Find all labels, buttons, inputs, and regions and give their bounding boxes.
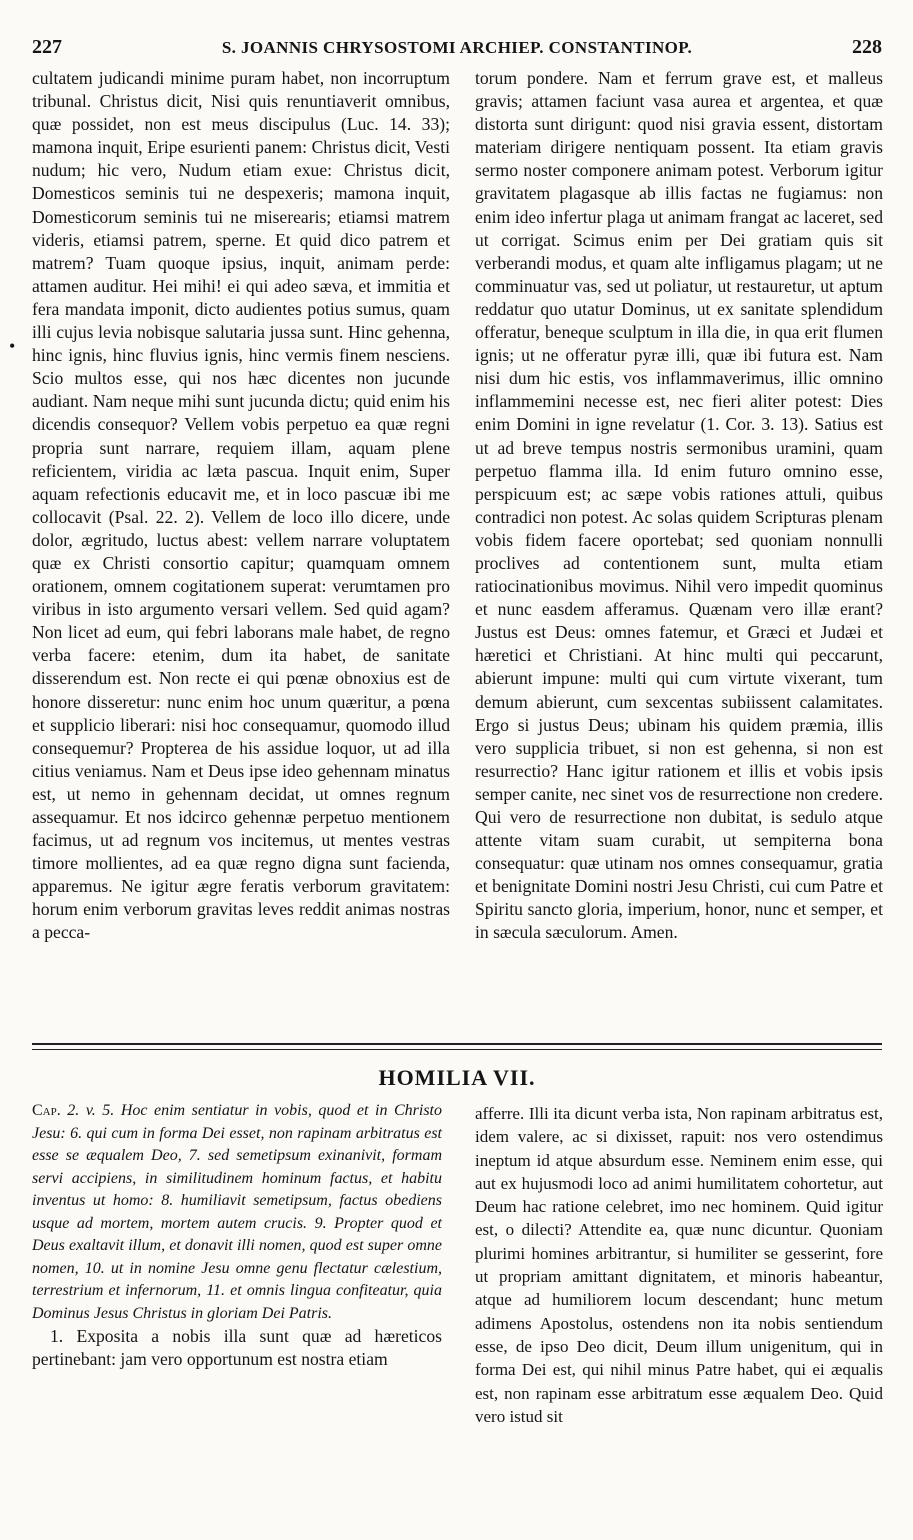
- homily-title: HOMILIA VII.: [378, 1065, 536, 1090]
- margin-mark: •: [9, 336, 16, 356]
- section-divider-thick: [32, 1043, 882, 1045]
- scripture-passage: [32, 1100, 442, 1325]
- running-header: [32, 36, 882, 66]
- section-divider-thin: [32, 1049, 882, 1050]
- homily-opening-paragraph: 1. Exposita a nobis illa sunt quæ ad hæreticos pertinebant: jam vero opportunum est nostra etiam: [32, 1326, 442, 1370]
- page-number-left: 227: [32, 36, 62, 58]
- scripture-text: 2. v. 5. Hoc enim sentiatur in vobis, quod et in Christo Jesu: 6. qui cum in forma Dei esset, non rapinam arbitratus est esse se æqualem Deo, 7. sed semetipsum exinanivit, formam servi accipiens, in similitudinem hominum factus, et habitu inventus ut homo: 8. humiliavit semetipsum, factus obediens usque ad mortem, mortem autem crucis. 9. Propter quod et Deus exaltavit illum, et donavit illi nomen, quod est super omne nomen, 10. ut in nomine Jesu omne genu flectatur cælestium, terrestrium et infernorum, 11. et omnis lingua confiteatur, quia Dominus Jesus Christus in gloriam Dei Patris.: [32, 1102, 442, 1322]
- running-title: S. JOANNIS CHRYSOSTOMI ARCHIEP. CONSTANTINOP.: [221, 38, 693, 57]
- homily-right-column: afferre. Illi ita dicunt verba ista, Non rapinam arbitratus est, idem valere, ac si dixisset, rapuit: nos vero ostendimus ineptum id atque absurdum esse. Neminem enim esse, qui aut ex hujusmodi loco ad animi humilitatem cohortetur, aut Deum hac ratione celebret, imo nec hominem. Quid igitur est, o dilecti? Attendite ea, quæ nunc dicuntur. Quoniam plurimi homines arbitrantur, si humiliter se gesserint, fore ut propriam amittant dignitatem, et minoris habeantur, atque ad humiliorem locum descendant; hunc metum adimens Apostolus, ostendens non ita nobis sentiendum esse, de ipso Deo dicit, Deum illum unigenitum, qui in forma Dei est, qui nihil minus Patre habet, qui ei æqualis est, non rapinam esse arbitratum esse æqualem Deo. Quid vero istud sit: [475, 1104, 883, 1426]
- left-text-column: cultatem judicandi minime puram habet, non incorruptum tribunal. Christus dicit, Nisi quis renuntiaverit omnibus, quæ possidet, non est meus discipulus (Luc. 14. 33); mamona inquit, Eripe esurienti panem: Christus dicit, Vesti nudum; hic vero, Nudum etiam exue: Christus dicit, Domesticos seminis tui ne despexeris; mamona inquit, Domesticorum seminis tui ne miserearis; etiamsi matrem videris, etiamsi patrem, sperne. Et quid dico patrem et matrem? Tuam quoque ipsius, inquit, animam perde: attamen auditur. Hei mihi! ei qui adeo sæva, et immitia et fera mandata imponit, dicto audientes potius sumus, quam illi cujus levia nobisque salutaria jussa sunt. Hinc gehenna, hinc ignis, hinc fluvius ignis, hinc vermis finem nesciens. Scio multos esse, qui nos hæc dicentes non jucunde audiant. Nam neque mihi sunt jucunda dictu; quid enim his dicendis consequor? Vellem vobis perpetuo ea quæ regni propria sunt narrare, requiem illam, aquam plene reficientem, viridia ac læta pascua. Inquit enim, Super aquam refectionis educavit me, et in loco pascuæ ibi me collocavit (Psal. 22. 2). Vellem de loco illo dicere, unde dolor, ægritudo, luctus abest: vellem narrare voluptatem quæ ex Christi consortio capitur; quamquam omnem orationem, omnem cogitationem superat: verumtamen pro viribus in isto argumento versari vellem. Sed quid agam? Non licet ad eum, qui febri laborans male habet, de regno verba facere: etenim, dum ita habet, de sanitate disserendum est. Non recte ei qui pœnæ obnoxius est de honore disseretur: nunc enim hoc unum quæritur, a pœna et supplicio liberari: nisi hoc consequamur, quomodo illud consequemur? Propterea de his assidue loquor, ut ad illa citius veniamus. Nam et Deus ipse ideo gehennam minatus est, ut nemo in gehennam decidat, ut omnes regnum assequamur. Et nos idcirco gehennæ perpetuo mentionem facimus, ut ad regnum vos incitemus, ut mentes vestras timore mollientes, ad ea quæ regno digna sunt facienda, apparemus. Ne igitur ægre feratis verborum gravitatem: horum enim verborum gravitas leves reddit animas nostras a pecca-: [32, 68, 450, 943]
- page-number-right: 228: [852, 36, 882, 58]
- cap-label: Cap.: [32, 1102, 61, 1119]
- right-text-column: torum pondere. Nam et ferrum grave est, et malleus gravis; attamen faciunt vasa aurea et argentea, et quæ distorta sunt dirigunt: quod nisi gravia essent, distortam materiam dirigere nentiquam possent. Ita etiam gravis sermo noster componere animam potest. Verborum igitur gravitatem plagasque ab illis factas ne fugiamus: non enim ideo infertur plaga ut animam frangat ac laceret, sed ut corrigat. Scimus enim per Dei gratiam quis sit verberandi modus, et quam alte infligamus plagam; ut ne comminuatur vas, sed ut poliatur, ut restauretur, ut aptum reddatur quo utatur Dominus, ut ex sanitate splendidum offeratur, beneque sculptum in illa die, in qua erit flumen ignis; ut ne offeratur pyræ illi, quæ ibi futura est. Nam nisi dum hic estis, vos inflammaverimus, illic omnino inflammemini necesse est, nec fieri aliter potest: Dies enim Domini in igne revelatur (1. Cor. 3. 13). Satius est ut ad breve tempus nostris sermonibus uramini, quam perpetuo flamma illa. Id enim futuro omnino esse, perspicuum est; ac sæpe vobis rationes attuli, quibus contradici non potest. Ac solas quidem Scripturas plenam vobis fidem facere oportebat; sed quoniam nonnulli proclives ad contentionem sunt, multa etiam ratiocinationibus movimus. Nihil vero impedit quominus et nunc easdem afferamus. Quænam vero illæ erant? Justus est Deus: omnes fatemur, et Græci et Judæi et hæretici et Christiani. At hinc multi qui peccarunt, abierunt impune: multi qui cum virtute vixerant, tum demum abierunt, cum sexcentas subiissent calamitates. Ergo si justus Deus; ubinam his quidem præmia, illis vero supplicia tribuet, si non est gehenna, si non est resurrectio? Hanc igitur rationem et illis et vobis ipsis semper canite, nec sinet vos de resurrectione non credere. Qui vero de resurrectione non dubitat, is sedulo atque attente vitam suam curabit, ut sempiterna bona consequatur: quæ utinam nos omnes consequamur, gratia et benignitate Domini nostri Jesu Christi, cui cum Patre et Spiritu sancto gloria, imperium, honor, nunc et semper, et in sæcula sæculorum. Amen.: [475, 68, 883, 943]
- homily-left-column: [32, 1100, 442, 1530]
